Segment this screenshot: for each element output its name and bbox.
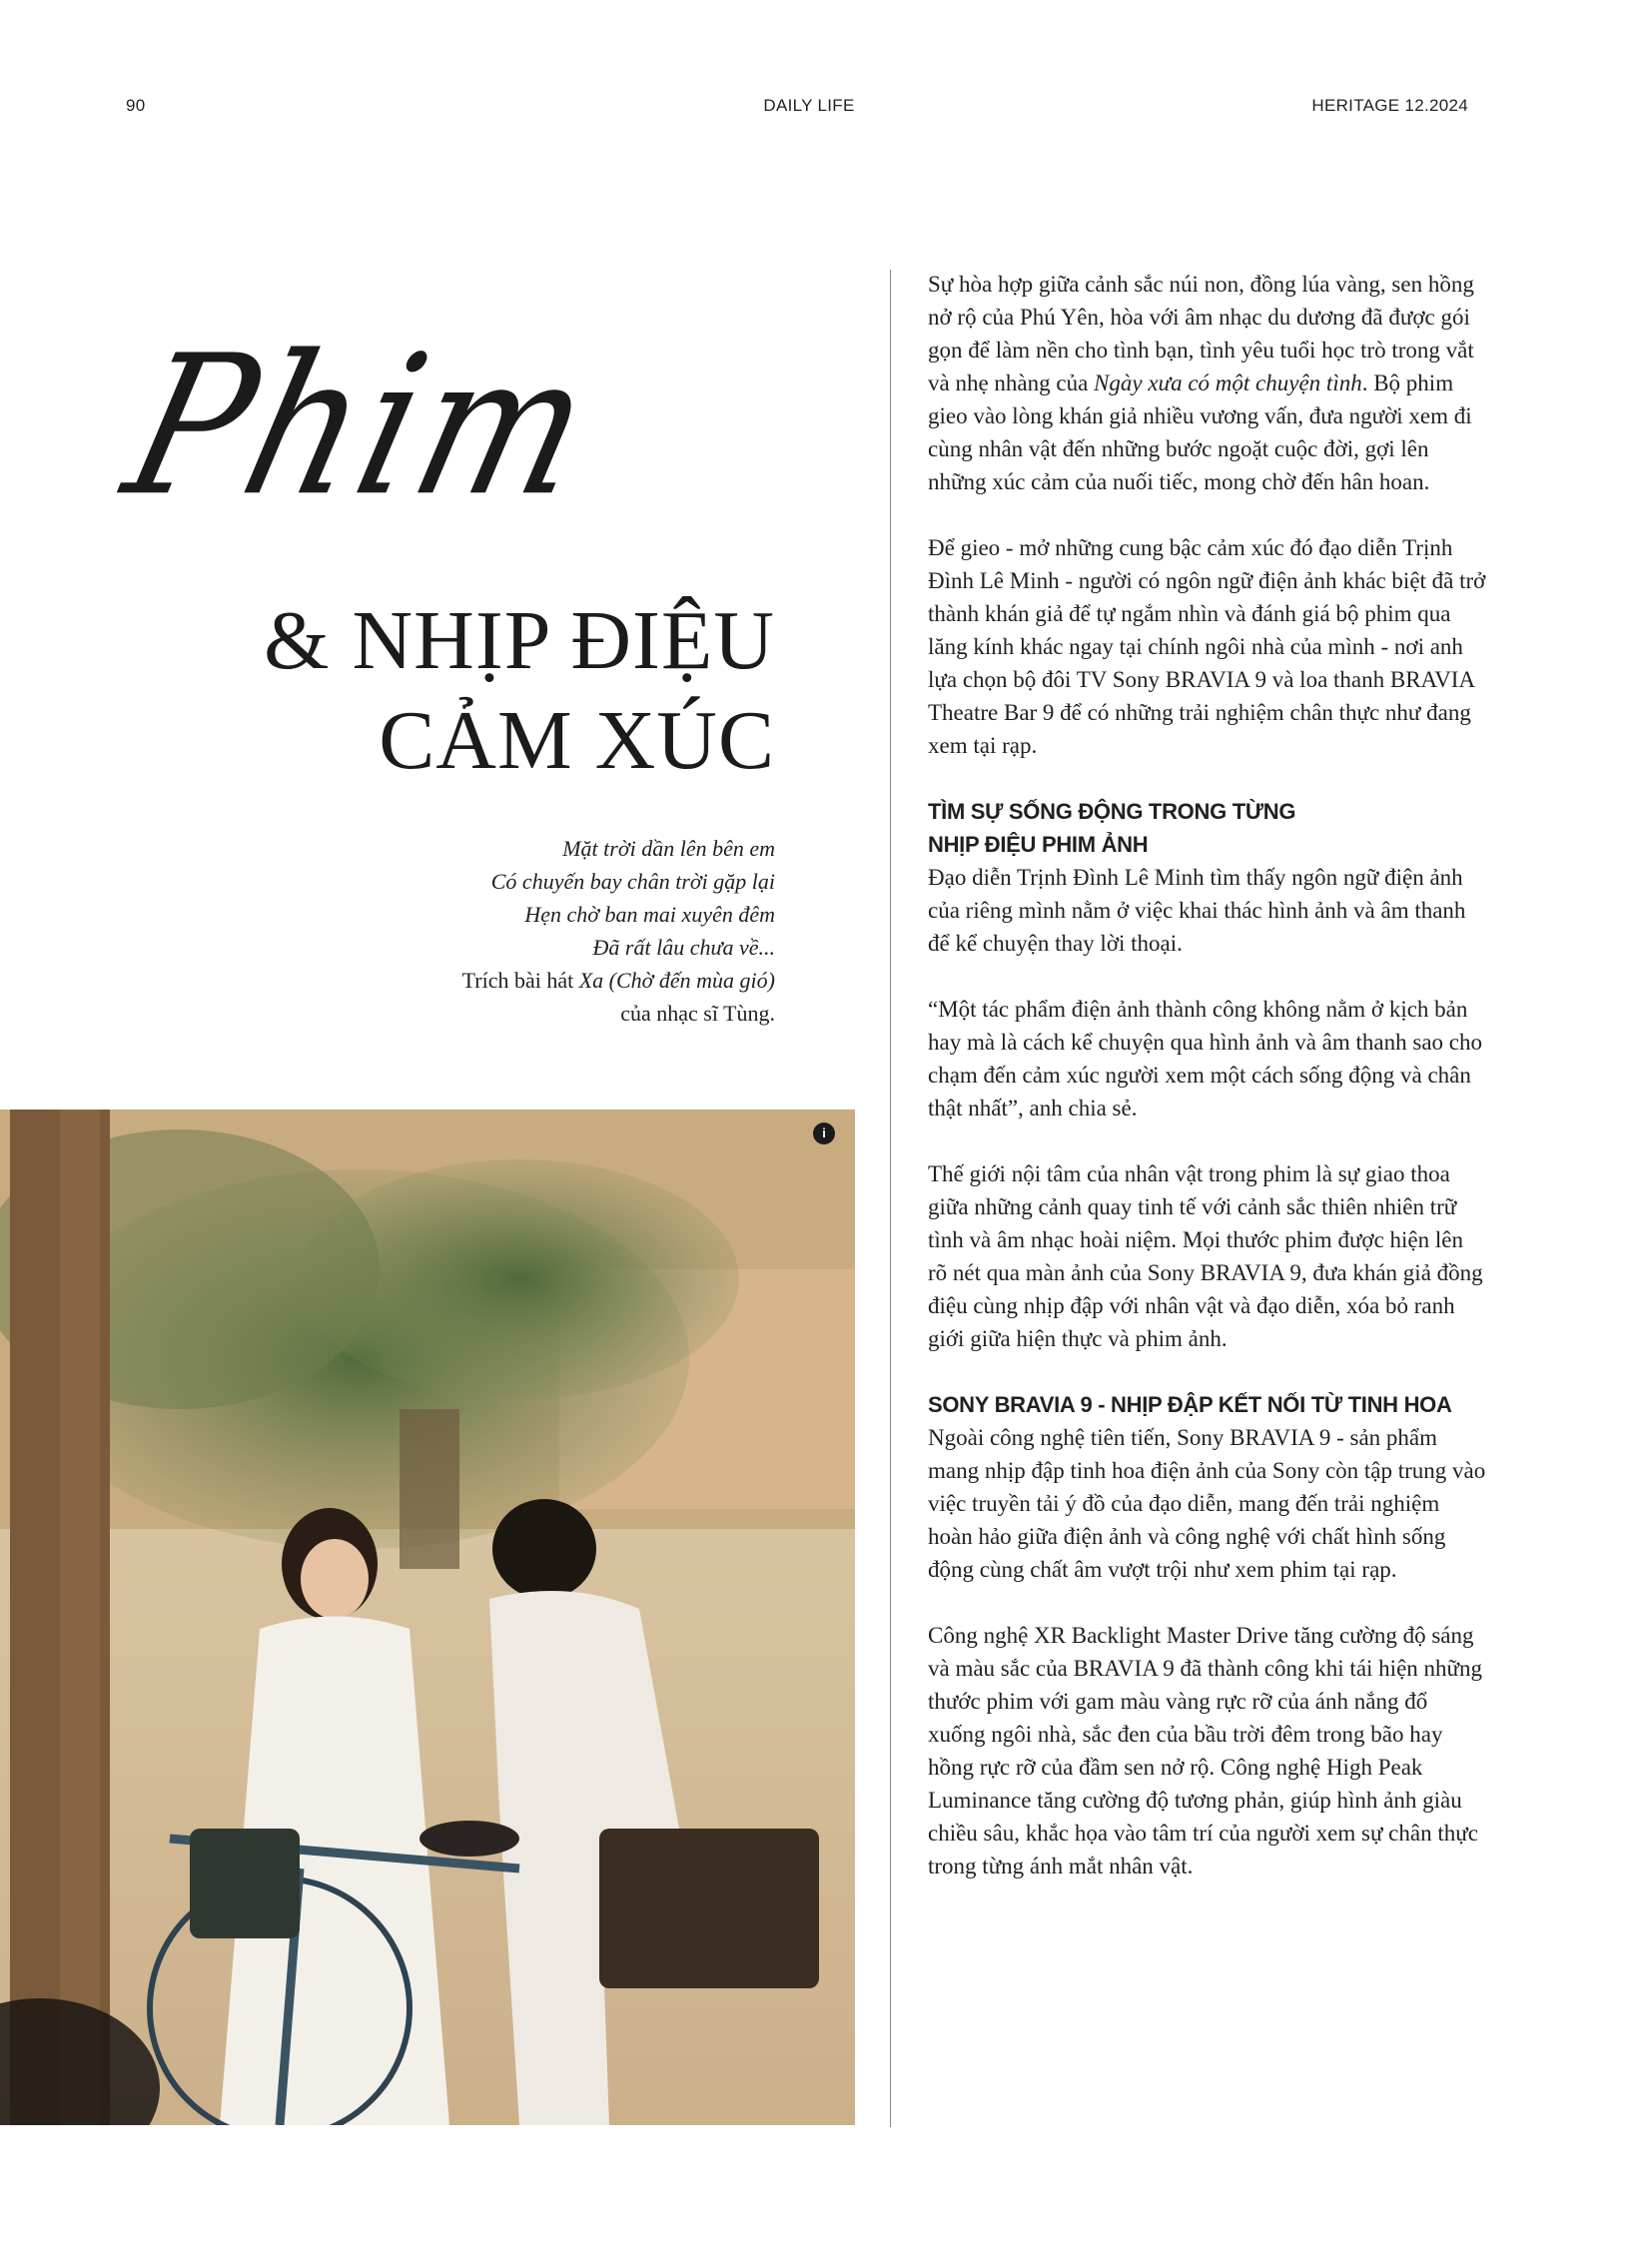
subheading-1-line-2: NHỊP ĐIỆU PHIM ẢNH <box>928 832 1149 857</box>
poem-line: Hẹn chờ ban mai xuyên đêm <box>524 902 775 927</box>
article-paragraph-6: Ngoài công nghệ tiên tiến, Sony BRAVIA 9 - sản phẩm mang nhịp đập tinh hoa điện ảnh của Sony còn tập trung vào việc truyền tải ý đồ của đạo diễn, mang đến trải nghiệm hoàn hảo giữa điện ảnh và công nghệ với chất hình sống động cùng chất âm vượt trội như xem phim tại rạp. <box>928 1425 1486 1582</box>
poem-quote <box>356 832 775 1030</box>
poem-credit-line-2: của nhạc sĩ Tùng. <box>620 1001 775 1026</box>
article-paragraph-2: Để gieo - mở những cung bậc cảm xúc đó đạo diễn Trịnh Đình Lê Minh - người có ngôn ngữ điện ảnh khác biệt đã trở thành khán giả để tự ngắm nhìn và đánh giá bộ phim qua lăng kính khác ngay tại chính ngôi nhà của mình - nơi anh lựa chọn bộ đôi TV Sony BRAVIA 9 và loa thanh BRAVIA Theatre Bar 9 để có những trải nghiệm chân thực như đang xem tại rạp. <box>928 535 1486 758</box>
article-text: . Bộ phim gieo vào lòng khán giả nhiều vương vấn, đưa người xem đi cùng nhân vật đến những bước ngoặt cuộc đời, gợi lên những xúc cảm của nuối tiếc, mong chờ đến hân hoan. <box>928 371 1472 494</box>
subheading-2: SONY BRAVIA 9 - NHỊP ĐẬP KẾT NỐI TỪ TINH HOA <box>928 1392 1452 1417</box>
poem-line: Đã rất lâu chưa về... <box>592 935 775 960</box>
page-number: 90 <box>126 96 146 115</box>
column-divider <box>890 270 891 2127</box>
article-paragraph-7: Công nghệ XR Backlight Master Drive tăng cường độ sáng và màu sắc của BRAVIA 9 đã thành công khi tái hiện những thước phim với gam màu vàng rực rỡ của ánh nắng đổ xuống ngôi nhà, sắc đen của bầu trời đêm trong bão hay hồng rực rỡ của đầm sen nở rộ. Công nghệ High Peak Luminance tăng cường độ tương phản, giúp hình ảnh giàu chiều sâu, khắc họa vào tâm trí của người xem sự chân thực trong từng ánh mắt nhân vật. <box>928 1623 1482 1878</box>
poem-credit <box>356 964 775 997</box>
article-text: Sự hòa hợp giữa cảnh sắc núi non, đồng lúa vàng, sen hồng nở rộ của Phú Yên, hòa với âm nhạc du dương đã được gói gọn để làm nền cho tình bạn, tình yêu tuổi học trò trong vắt và nhẹ nhàng của <box>928 272 1474 395</box>
film-still-photo <box>0 1110 855 2125</box>
article-paragraph-1 <box>928 268 1487 498</box>
film-title: Ngày xưa có một chuyện tình <box>1094 371 1362 395</box>
title-script: Phim <box>107 313 614 539</box>
subheading-1-line-1: TÌM SỰ SỐNG ĐỘNG TRONG TỪNG <box>928 799 1296 824</box>
poem-credit-song: Xa (Chờ đến mùa gió) <box>578 968 775 993</box>
poem-line: Có chuyến bay chân trời gặp lại <box>490 869 775 894</box>
poem-credit-prefix: Trích bài hát <box>461 968 579 993</box>
title-line-1: & NHỊP ĐIỆU <box>264 594 775 687</box>
poem-line: Mặt trời dần lên bên em <box>562 836 775 861</box>
title-line-2: CẢM XÚC <box>379 694 775 787</box>
section-label: DAILY LIFE <box>763 96 855 115</box>
issue-label: HERITAGE 12.2024 <box>1311 96 1468 115</box>
info-icon[interactable]: i <box>813 1122 835 1144</box>
article-paragraph-3: Đạo diễn Trịnh Đình Lê Minh tìm thấy ngôn ngữ điện ảnh của riêng mình nằm ở việc khai thác hình ảnh và âm thanh để kể chuyện thay lời thoại. <box>928 865 1466 956</box>
article-paragraph-5: Thế giới nội tâm của nhân vật trong phim là sự giao thoa giữa những cảnh quay tinh tế với cảnh sắc thiên nhiên trữ tình và âm nhạc hoài niệm. Mọi thước phim được hiện lên rõ nét qua màn ảnh của Sony BRAVIA 9, đưa khán giả đồng điệu cùng nhịp đập với nhân vật và đạo diễn, xóa bỏ ranh giới giữa hiện thực và phim ảnh. <box>928 1161 1483 1351</box>
article-paragraph-4: “Một tác phẩm điện ảnh thành công không nằm ở kịch bản hay mà là cách kể chuyện qua hình ảnh và âm thanh sao cho chạm đến cảm xúc người xem một cách sống động và chân thật nhất”, anh chia sẻ. <box>928 997 1482 1120</box>
article-column <box>928 268 1487 1915</box>
